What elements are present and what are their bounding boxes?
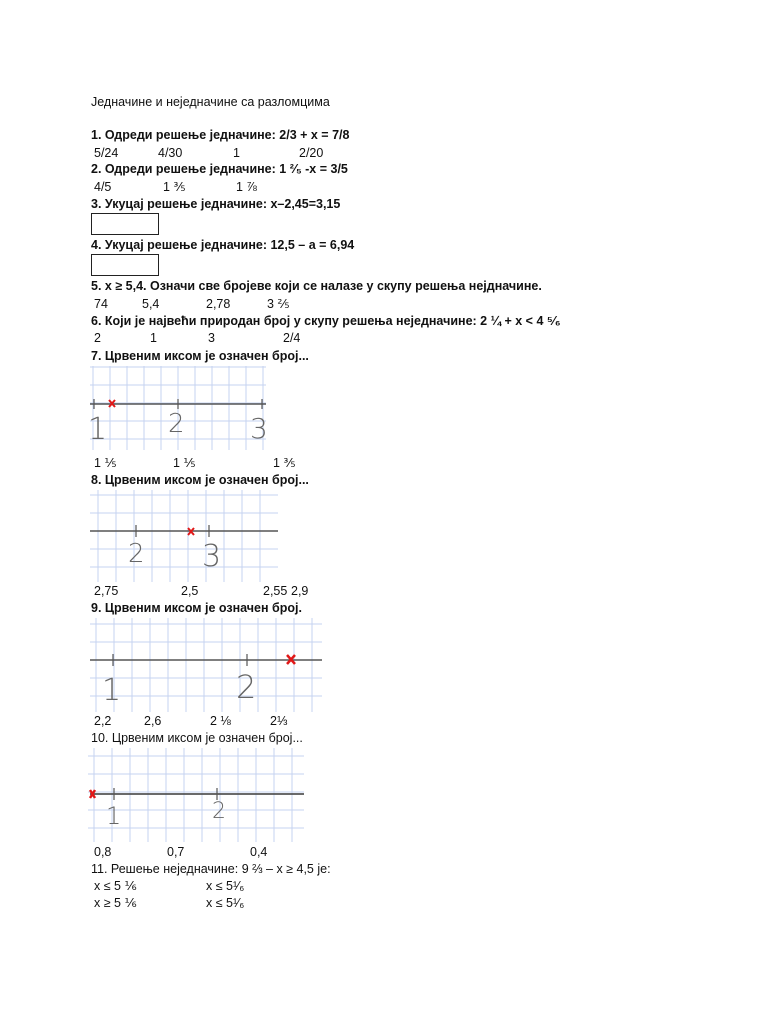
q9-option-4[interactable]: 2⅓ bbox=[270, 714, 288, 728]
q7-line-label-1: 1 bbox=[88, 412, 108, 447]
q1-option-1[interactable]: 5/24 bbox=[94, 146, 119, 160]
q9-line-label-2: 2 bbox=[236, 668, 257, 706]
q10-option-3[interactable]: 0,4 bbox=[250, 845, 268, 859]
q8-line-label-2: 3 bbox=[202, 539, 222, 574]
q10-line-label-1: 1 bbox=[106, 802, 122, 830]
q8-option-3[interactable]: 2,55 bbox=[263, 584, 288, 598]
q7-option-2[interactable]: 1 ⅕ bbox=[173, 456, 196, 470]
q10-option-2[interactable]: 0,7 bbox=[167, 845, 185, 859]
q5-option-3[interactable]: 2,78 bbox=[206, 297, 231, 311]
q2-option-2[interactable]: 1 ⅗ bbox=[163, 180, 186, 194]
question-7: 7. Црвеним иксом је означен број... bbox=[91, 349, 309, 363]
q6-option-3[interactable]: 3 bbox=[208, 331, 215, 345]
q5-option-4[interactable]: 3 ⅖ bbox=[267, 297, 290, 311]
q9-option-3[interactable]: 2 ⅛ bbox=[210, 714, 231, 728]
q10-option-1[interactable]: 0,8 bbox=[94, 845, 112, 859]
q5-option-1[interactable]: 74 bbox=[94, 297, 108, 311]
q11-option-1[interactable]: x ≤ 5 ⅙ bbox=[94, 879, 137, 893]
q2-option-1[interactable]: 4/5 bbox=[94, 180, 112, 194]
question-9: 9. Црвеним иксом је означен број. bbox=[91, 601, 302, 615]
q3-answer-input[interactable] bbox=[91, 213, 159, 235]
q9-number-line bbox=[90, 618, 322, 712]
q1-option-4[interactable]: 2/20 bbox=[299, 146, 324, 160]
q1-option-2[interactable]: 4/30 bbox=[158, 146, 183, 160]
q7-option-3[interactable]: 1 ⅗ bbox=[273, 456, 296, 470]
question-3: 3. Укуцај решење једначине: x–2,45=3,15 bbox=[91, 197, 341, 211]
question-6: 6. Који је највећи природан број у скупу решења неједначине: 2 ¼ + x < 4 ⁵⁄₆ bbox=[91, 314, 561, 328]
q10-line-label-2: 2 bbox=[212, 799, 226, 824]
q2-option-3[interactable]: 1 ⅞ bbox=[236, 180, 257, 194]
q8-option-1[interactable]: 2,75 bbox=[94, 584, 119, 598]
question-8: 8. Црвеним иксом је означен број... bbox=[91, 473, 309, 487]
q7-line-label-3: 3 bbox=[250, 412, 268, 445]
q7-line-label-2: 2 bbox=[168, 409, 185, 439]
question-2: 2. Одреди решење једначине: 1 ²⁄₅ -x = 3/5 bbox=[91, 162, 348, 176]
q11-option-3[interactable]: x ≥ 5 ⅙ bbox=[94, 896, 137, 910]
question-4: 4. Укуцај решење једначине: 12,5 – a = 6,94 bbox=[91, 238, 355, 252]
q7-number-line bbox=[90, 366, 266, 450]
question-11: 11. Решење неједначине: 9 ⅔ – x ≥ 4,5 је: bbox=[91, 862, 331, 876]
q8-line-label-1: 2 bbox=[128, 539, 145, 569]
page-title: Једначине и неједначине са разломцима bbox=[91, 95, 330, 109]
question-10: 10. Црвеним иксом је означен број... bbox=[91, 731, 303, 745]
q6-option-4[interactable]: 2/4 bbox=[283, 331, 301, 345]
q8-option-2[interactable]: 2,5 bbox=[181, 584, 199, 598]
q7-option-1[interactable]: 1 ⅕ bbox=[94, 456, 117, 470]
q9-option-2[interactable]: 2,6 bbox=[144, 714, 162, 728]
q4-answer-input[interactable] bbox=[91, 254, 159, 276]
q8-option-4[interactable]: 2,9 bbox=[291, 584, 309, 598]
q10-number-line bbox=[88, 748, 304, 842]
q1-option-3[interactable]: 1 bbox=[233, 146, 240, 160]
q8-number-line bbox=[90, 490, 278, 582]
q11-option-4[interactable]: x ≤ 5¹⁄₆ bbox=[206, 896, 245, 910]
q6-option-1[interactable]: 2 bbox=[94, 331, 101, 345]
question-1: 1. Одреди решење једначине: 2/3 + x = 7/8 bbox=[91, 128, 350, 142]
q11-option-2[interactable]: x ≤ 5¹⁄₆ bbox=[206, 879, 245, 893]
q9-option-1[interactable]: 2,2 bbox=[94, 714, 112, 728]
q6-option-2[interactable]: 1 bbox=[150, 331, 157, 345]
question-5: 5. x ≥ 5,4. Означи све бројеве који се налазе у скупу решења нејдначине. bbox=[91, 279, 542, 293]
q5-option-2[interactable]: 5,4 bbox=[142, 297, 160, 311]
q9-line-label-1: 1 bbox=[102, 673, 122, 708]
